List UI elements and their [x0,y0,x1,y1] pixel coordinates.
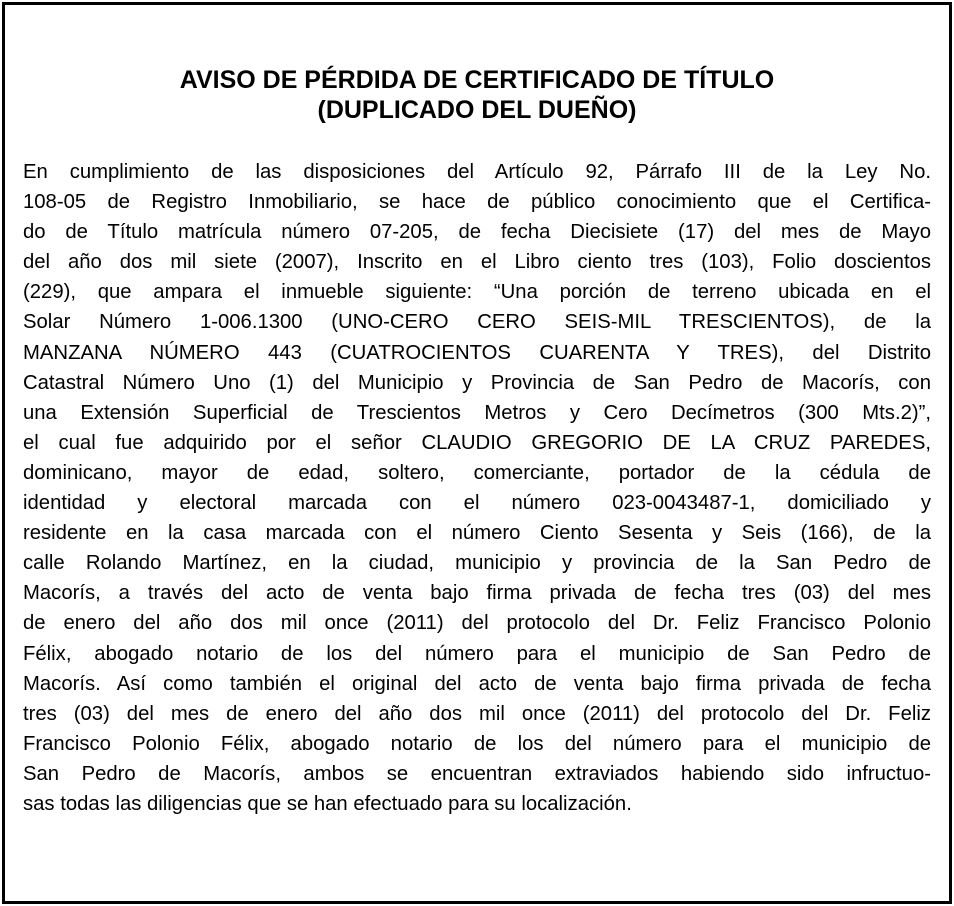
notice-body [23,157,931,819]
body-line: una Extensión Superficial de Trescientos Metros y Cero Decímetros (300 Mts.2)”, [23,401,931,424]
body-line: dominicano, mayor de edad, soltero, comerciante, portador de la cédula de [23,461,931,484]
body-line: el cual fue adquirido por el señor CLAUDIO GREGORIO DE LA CRUZ PAREDES, [23,431,931,454]
body-line: de enero del año dos mil once (2011) del protocolo del Dr. Feliz Francisco Polonio [23,612,931,635]
notice-title [5,65,949,125]
body-line: Solar Número 1-006.1300 (UNO-CERO CERO SEIS-MIL TRESCIENTOS), de la [23,311,931,334]
notice-title-line-2: (DUPLICADO DEL DUEÑO) [317,96,637,124]
body-line: tres (03) del mes de enero del año dos mil once (2011) del protocolo del Dr. Feliz [23,702,931,725]
body-line: del año dos mil siete (2007), Inscrito en el Libro ciento tres (103), Folio doscientos [23,251,931,274]
body-line: 108-05 de Registro Inmobiliario, se hace de público conocimiento que el Certifica- [23,191,931,214]
body-line: Macorís, a través del acto de venta bajo firma privada de fecha tres (03) del mes [23,582,931,605]
body-line: calle Rolando Martínez, en la ciudad, municipio y provincia de la San Pedro de [23,552,931,575]
body-line: (229), que ampara el inmueble siguiente: “Una porción de terreno ubicada en el [23,281,931,304]
notice-frame [2,2,952,904]
body-line: MANZANA NÚMERO 443 (CUATROCIENTOS CUARENTA Y TRES), del Distrito [23,341,931,364]
body-line: En cumplimiento de las disposiciones del Artículo 92, Párrafo III de la Ley No. [23,161,931,183]
notice-title-line-1: AVISO DE PÉRDIDA DE CERTIFICADO DE TÍTULO [179,66,775,94]
body-line: Macorís. Así como también el original del acto de venta bajo firma privada de fecha [23,672,931,695]
body-line: sas todas las diligencias que se han efectuado para su localización. [23,792,632,815]
body-line: Félix, abogado notario de los del número para el municipio de San Pedro de [23,642,931,665]
body-line: do de Título matrícula número 07-205, de fecha Diecisiete (17) del mes de Mayo [23,221,931,244]
body-line: identidad y electoral marcada con el número 023-0043487-1, domiciliado y [23,492,931,515]
body-line: Francisco Polonio Félix, abogado notario de los del número para el municipio de [23,732,931,755]
body-line: residente en la casa marcada con el número Ciento Sesenta y Seis (166), de la [23,522,931,545]
body-line: Catastral Número Uno (1) del Municipio y Provincia de San Pedro de Macorís, con [23,371,931,394]
body-line: San Pedro de Macorís, ambos se encuentran extraviados habiendo sido infructuo- [23,762,931,785]
